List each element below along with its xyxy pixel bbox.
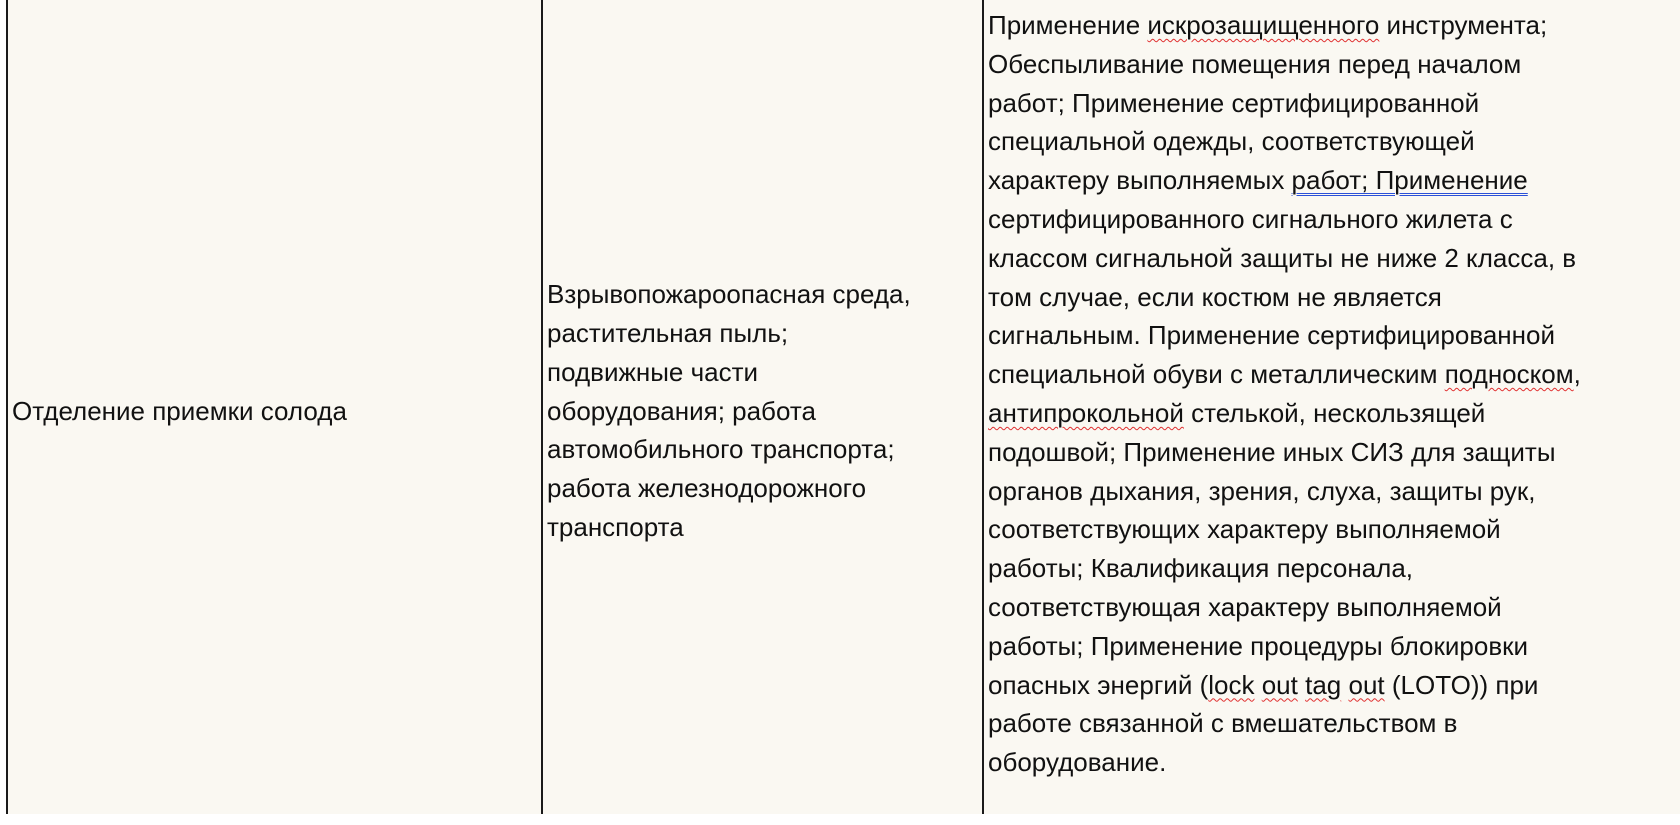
spellcheck-flagged-word: out — [1348, 669, 1385, 700]
measures-text: Обеспыливание помещения перед началом — [988, 48, 1522, 79]
measures-text: , — [1573, 359, 1581, 390]
measures-text: работы; Квалификация персонала, — [988, 553, 1414, 584]
measures-text: оборудование. — [988, 747, 1167, 778]
measures-text: Применение — [988, 10, 1148, 40]
measures-text: стелькой, нескользящей — [1183, 397, 1486, 428]
hazards-line: оборудования; работа — [547, 395, 816, 426]
spellcheck-flagged-word: lock — [1208, 669, 1255, 700]
spellcheck-flagged-word: tag — [1305, 669, 1342, 700]
spellcheck-flagged-word: антипрокольной — [988, 397, 1184, 428]
measures-text: работе связанной с вмешательством в — [988, 708, 1458, 739]
spellcheck-flagged-word: out — [1261, 669, 1298, 700]
measures-text: инструмента; — [1379, 10, 1548, 40]
hazards-cell[interactable] — [542, 0, 983, 824]
measures-text: опасных энергий ( — [988, 669, 1209, 700]
hazards-line: Взрывопожароопасная среда, — [547, 279, 911, 310]
spellcheck-flagged-word: подноском — [1444, 359, 1574, 390]
hazards-line: подвижные части — [547, 356, 759, 387]
measures-cell[interactable] — [983, 0, 1680, 824]
hazards-line: работа железнодорожного — [547, 473, 867, 504]
spellcheck-flagged-word: искрозащищенного — [1147, 10, 1380, 40]
area-cell[interactable] — [7, 0, 542, 824]
page-bottom-margin — [0, 814, 1680, 825]
hazards-line: автомобильного транспорта; — [547, 434, 895, 465]
measures-text: сертифицированного сигнального жилета с — [988, 203, 1513, 234]
area-text: Отделение приемки солода — [12, 395, 347, 426]
measures-text: подошвой; Применение иных СИЗ для защиты — [988, 436, 1556, 467]
measures-text: том случае, если костюм не является — [988, 281, 1442, 312]
measures-text: классом сигнальной защиты не ниже 2 класса, в — [988, 242, 1577, 273]
grammar-flagged-phrase: работ; Применение — [1291, 165, 1528, 196]
measures-text: органов дыхания, зрения, слуха, защиты рук, — [988, 475, 1536, 506]
measures-text: работ; Применение сертифицированной — [988, 87, 1480, 118]
measures-text: характеру выполняемых — [988, 165, 1292, 196]
safety-measures-table — [6, 0, 1680, 825]
measures-text — [1254, 670, 1261, 700]
measures-text: соответствующих характеру выполняемой — [988, 514, 1501, 545]
measures-text: (LOTO)) при — [1384, 669, 1539, 700]
hazards-line: растительная пыль; — [547, 318, 789, 348]
measures-text — [1341, 670, 1348, 700]
measures-text: работы; Применение процедуры блокировки — [988, 630, 1529, 661]
hazards-line: транспорта — [547, 511, 684, 542]
measures-text: соответствующая характеру выполняемой — [988, 591, 1502, 622]
table-row — [7, 0, 1680, 824]
measures-text: специальной обуви с металлическим — [988, 359, 1445, 390]
measures-text: специальной одежды, соответствующей — [988, 126, 1475, 157]
measures-text: сигнальным. Применение сертифицированной — [988, 320, 1556, 351]
